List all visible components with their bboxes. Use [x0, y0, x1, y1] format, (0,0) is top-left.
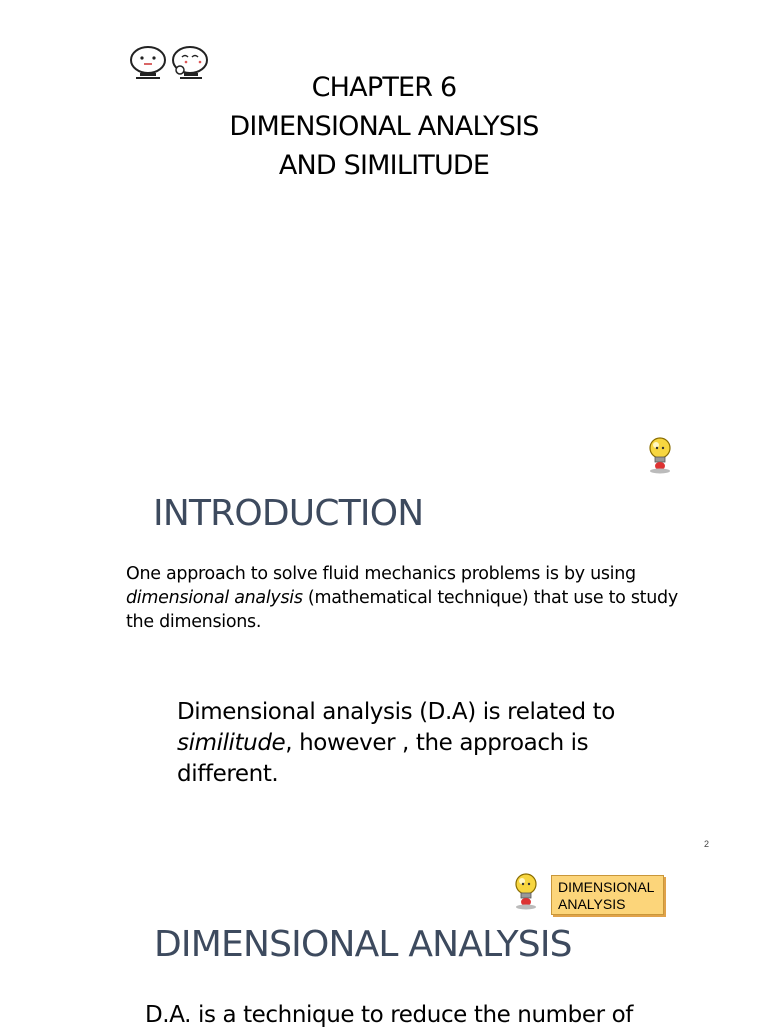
title-line: AND SIMILITUDE [278, 150, 490, 181]
lightbulb-character-icon [644, 436, 676, 474]
similitude-paragraph [177, 697, 647, 790]
emphasis-text: dimensional analysis [126, 588, 303, 608]
introduction-heading: INTRODUCTION [153, 493, 424, 534]
lightbulb-character-icon [510, 872, 542, 910]
text-run: One approach to solve fluid mechanics problems is by using [126, 564, 636, 584]
chapter-title [0, 68, 768, 185]
title-line: DIMENSIONAL ANALYSIS [229, 111, 539, 142]
callout-line: DIMENSIONAL [558, 879, 655, 895]
dimensional-analysis-callout [551, 875, 664, 915]
dimensional-analysis-paragraph: D.A. is a technique to reduce the number of [145, 1002, 633, 1028]
text-run: (mathematical technique) that use to study the dimensions. [126, 588, 678, 632]
text-run: Dimensional analysis (D.A) is related to [177, 699, 615, 725]
callout-line: ANALYSIS [558, 896, 626, 912]
title-line: CHAPTER 6 [311, 72, 457, 103]
intro-paragraph [126, 562, 686, 634]
page-number: 2 [704, 839, 710, 849]
text-run: , however , the approach is different. [177, 730, 589, 787]
dimensional-analysis-heading: DIMENSIONAL ANALYSIS [154, 924, 572, 965]
emphasis-text: similitude [177, 730, 286, 756]
